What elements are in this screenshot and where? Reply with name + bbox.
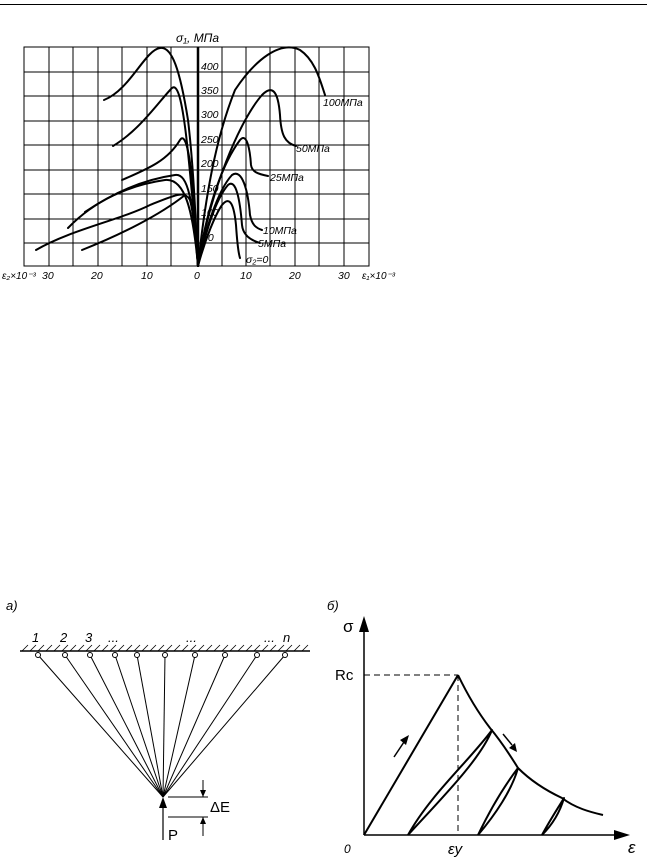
unload-loop-1 bbox=[408, 730, 492, 835]
curve-label-100: 100МПа bbox=[323, 97, 363, 109]
loading-curves bbox=[364, 675, 603, 835]
stress-strain-loading-diagram bbox=[320, 590, 647, 857]
x-tick: 30 bbox=[338, 270, 350, 282]
load-arrow-shaft bbox=[394, 742, 404, 757]
ey-label: εy bbox=[448, 841, 463, 857]
curve-100-right bbox=[198, 47, 325, 266]
y-tick: 50 bbox=[202, 232, 214, 244]
x-left-axis-label: ε₂×10⁻³ bbox=[2, 271, 36, 282]
curve-100 bbox=[104, 48, 198, 266]
bars bbox=[38, 655, 285, 797]
x-tick: 10 bbox=[141, 270, 153, 282]
bar-label: ... bbox=[186, 630, 197, 645]
panel-label-b: б) bbox=[327, 598, 339, 613]
x-tick-labels bbox=[42, 270, 350, 282]
soften-arrow-shaft bbox=[503, 734, 512, 745]
epsilon-label: ε bbox=[628, 838, 636, 857]
bar-label: ... bbox=[108, 630, 119, 645]
force-label: P bbox=[168, 827, 179, 844]
rc-label: Rc bbox=[335, 667, 354, 684]
sigma-label: σ bbox=[343, 617, 354, 636]
bar-label: 2 bbox=[60, 630, 68, 645]
sigma-axis-arrow bbox=[359, 616, 369, 632]
curve-label-5: 5МПа bbox=[258, 238, 287, 250]
unload-loop-3 bbox=[542, 798, 564, 835]
unload-loop-2 bbox=[478, 768, 518, 835]
x-tick: 20 bbox=[289, 270, 301, 282]
bar-label: 1 bbox=[32, 630, 40, 645]
curve-labels bbox=[246, 97, 363, 266]
loading-line bbox=[364, 675, 458, 835]
panel-label-a: а) bbox=[6, 598, 18, 613]
support-hatch bbox=[22, 645, 308, 651]
bar-labels bbox=[32, 630, 290, 645]
x-tick: 20 bbox=[91, 270, 103, 282]
delta-label: ΔΕ bbox=[210, 799, 231, 816]
curve-label-50: 50МПа bbox=[296, 143, 330, 155]
y-tick: 100 bbox=[201, 207, 219, 219]
curve-label-25: 25МПа bbox=[270, 172, 304, 184]
y-tick: 350 bbox=[201, 85, 219, 97]
soften-arrow-head bbox=[509, 743, 517, 752]
bar-bundle-diagram bbox=[0, 590, 320, 857]
x-tick: 10 bbox=[240, 270, 252, 282]
y-tick: 200 bbox=[201, 158, 219, 170]
origin-label: 0 bbox=[344, 842, 351, 856]
stress-strain-chart bbox=[0, 0, 647, 300]
bar-hinges bbox=[36, 653, 288, 658]
curve-label-0: σ₂=0 bbox=[246, 254, 269, 266]
y-tick: 300 bbox=[201, 109, 219, 121]
x-tick: 30 bbox=[42, 270, 54, 282]
dim-arrow-up bbox=[200, 817, 206, 824]
y-axis-label: σ₁, МПа bbox=[176, 31, 220, 45]
curve-5 bbox=[68, 180, 198, 266]
y-tick: 400 bbox=[201, 61, 219, 73]
x-tick: 0 bbox=[194, 270, 200, 282]
load-arrow-head bbox=[400, 735, 409, 745]
bar-label: ... bbox=[264, 630, 275, 645]
curve-50 bbox=[113, 87, 198, 266]
bar-label: 3 bbox=[85, 630, 93, 645]
curve-label-10: 10МПа bbox=[263, 225, 297, 237]
y-tick: 150 bbox=[201, 183, 219, 195]
dim-arrow-down bbox=[200, 790, 206, 797]
y-tick: 250 bbox=[201, 134, 219, 146]
curve-0 bbox=[36, 195, 198, 266]
x-right-axis-label: ε₁×10⁻³ bbox=[362, 271, 396, 282]
bar-label: n bbox=[283, 630, 291, 645]
force-arrow-head bbox=[159, 797, 167, 808]
